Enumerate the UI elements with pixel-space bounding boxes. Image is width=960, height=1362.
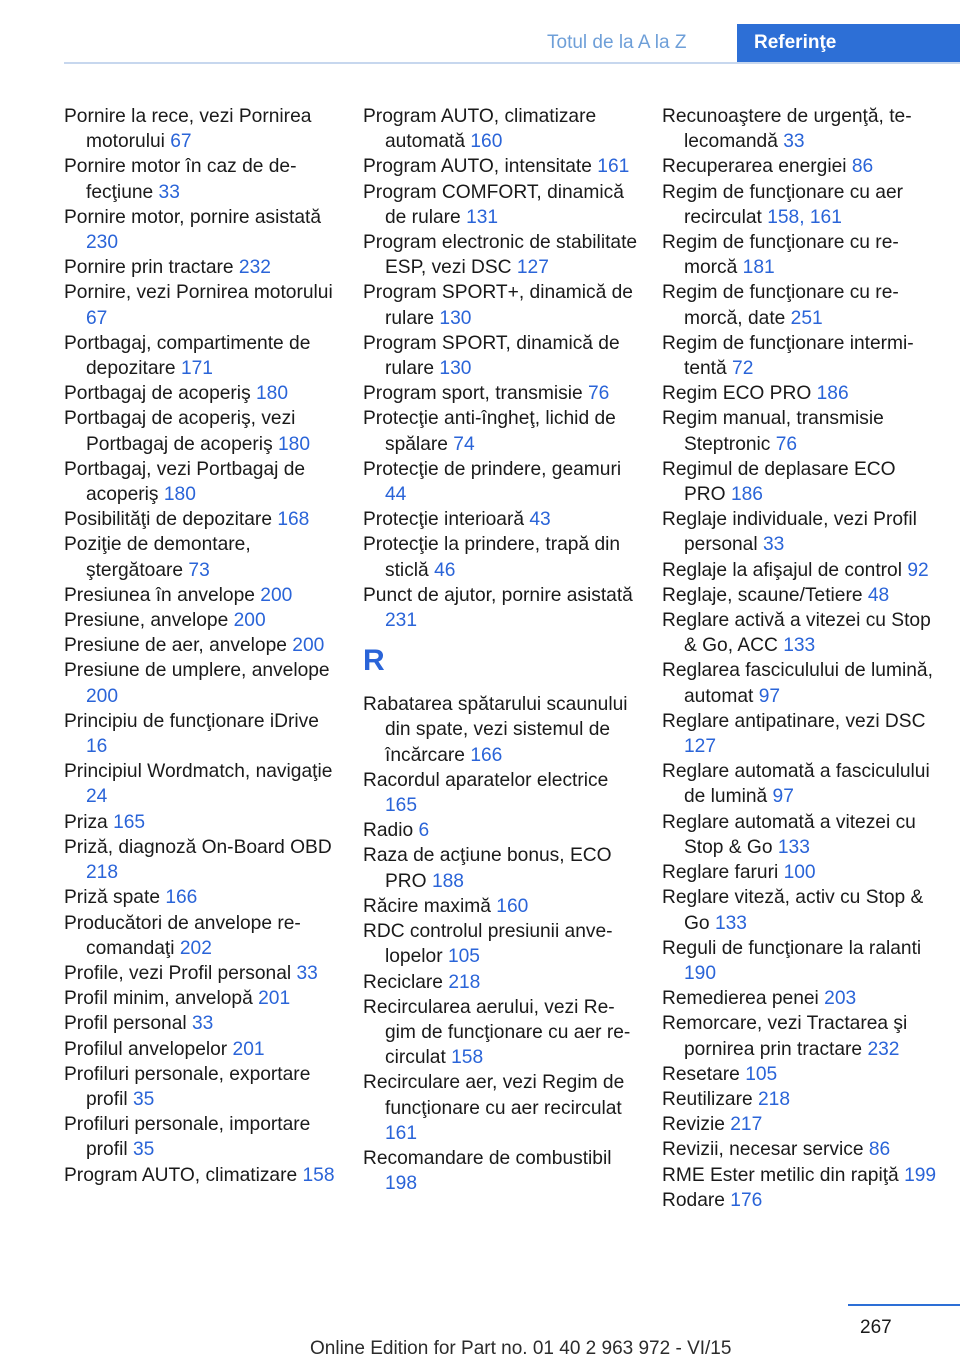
index-entry-term: Presiunea în anvelope bbox=[64, 584, 255, 606]
section-title: Totul de la A la Z bbox=[547, 32, 687, 53]
page-reference-link[interactable]: 158 bbox=[451, 1047, 484, 1069]
index-entry-term: Profile, vezi Profil personal bbox=[64, 962, 292, 984]
index-entry bbox=[64, 532, 340, 582]
page-reference-link[interactable]: 130 bbox=[439, 307, 472, 329]
index-entry-term: RDC controlul presiunii anvelopelor bbox=[363, 921, 613, 968]
page-reference-link[interactable]: 158 bbox=[302, 1164, 335, 1186]
page-number: 267 bbox=[860, 1317, 892, 1338]
index-entry bbox=[662, 154, 938, 179]
index-entry bbox=[64, 255, 340, 280]
page-reference-link[interactable]: 105 bbox=[745, 1063, 778, 1085]
page-reference-link[interactable]: 218 bbox=[86, 862, 119, 884]
page-reference-link[interactable]: 74 bbox=[453, 433, 475, 455]
page-reference-link[interactable]: 180 bbox=[163, 484, 196, 506]
index-entry bbox=[662, 457, 938, 507]
page-reference-link[interactable]: 203 bbox=[824, 988, 857, 1010]
page-reference-link[interactable]: 160 bbox=[496, 895, 529, 917]
chapter-tab bbox=[737, 24, 960, 62]
index-entry-term: Reglaje, scaune/Tetiere bbox=[662, 584, 863, 606]
page-reference-link[interactable]: 33 bbox=[762, 534, 785, 556]
page-reference-link[interactable]: 48 bbox=[867, 584, 890, 606]
page-reference-link[interactable]: 133 bbox=[777, 836, 810, 858]
index-entry bbox=[363, 280, 639, 330]
index-entry-term: Reglare automată a vitezei cu Stop & Go bbox=[662, 811, 916, 858]
index-column-2 bbox=[363, 104, 639, 1196]
page-reference-link[interactable]: 168 bbox=[277, 509, 310, 531]
index-entry-term: Program AUTO, climatizare bbox=[64, 1164, 298, 1186]
index-entry-term: Reglaje la afişajul de control bbox=[662, 559, 902, 581]
index-entry-term: Presiune de umplere, anvelope bbox=[64, 660, 330, 682]
index-entry-term: Pornire prin tractare bbox=[64, 257, 234, 279]
index-entry-term: Răcire maximă bbox=[363, 895, 491, 917]
index-entry-term: Rabatarea spătarului scaunului din spate, vezi sistemul de încărcare bbox=[363, 694, 628, 766]
page-reference-link[interactable]: 86 bbox=[868, 1139, 891, 1161]
index-entry-term: Profil personal bbox=[64, 1013, 187, 1035]
page-reference-link[interactable]: 44 bbox=[385, 484, 407, 506]
index-entry bbox=[662, 1011, 938, 1061]
index-entry-term: Protecţie la prindere, trapă din sticlă bbox=[363, 534, 621, 581]
index-entry bbox=[363, 894, 639, 919]
index-entry-term: Program AUTO, intensitate bbox=[363, 156, 592, 178]
index-entry-term: Reglare activă a vitezei cu Stop & Go, ACC bbox=[662, 610, 931, 657]
index-entry bbox=[662, 104, 938, 154]
index-entry bbox=[64, 1062, 340, 1112]
index-entry-term: RME Ester metilic din rapiţă bbox=[662, 1164, 899, 1186]
index-entry bbox=[64, 961, 340, 986]
index-entry bbox=[363, 331, 639, 381]
index-entry bbox=[64, 658, 340, 708]
index-entry-term: Profilul anvelopelor bbox=[64, 1038, 228, 1060]
index-entry bbox=[662, 1062, 938, 1087]
index-entry bbox=[363, 457, 639, 507]
index-entry bbox=[363, 507, 639, 532]
index-entry bbox=[64, 583, 340, 608]
page-reference-link[interactable]: 161 bbox=[597, 156, 630, 178]
page-reference-link[interactable]: 171 bbox=[180, 358, 213, 380]
index-entry-term: Program AUTO, climatizare automată bbox=[363, 106, 597, 153]
index-entry bbox=[662, 1137, 938, 1162]
index-entry bbox=[662, 381, 938, 406]
index-entry bbox=[64, 154, 340, 204]
index-entry-term: Recircularea aerului, vezi Regim de funcţionare cu aer recirculat bbox=[363, 996, 631, 1069]
index-entry-term: Producători de anvelope recomandaţi bbox=[64, 912, 301, 959]
index-entry bbox=[64, 205, 340, 255]
index-entry-term: Priza bbox=[64, 811, 108, 833]
index-entry bbox=[64, 280, 340, 330]
page-reference-link[interactable]: 160 bbox=[470, 131, 503, 153]
index-entry bbox=[662, 1188, 938, 1213]
page-reference-link[interactable]: 190 bbox=[684, 962, 717, 984]
index-entry bbox=[662, 230, 938, 280]
index-entry-term: Principiul Wordmatch, navigaţie bbox=[64, 761, 333, 783]
index-entry-term: Reglare faruri bbox=[662, 862, 779, 884]
index-entry bbox=[662, 1087, 938, 1112]
index-entry bbox=[64, 1011, 340, 1036]
page-reference-link[interactable]: 33 bbox=[192, 1013, 214, 1035]
index-entry-term: Revizie bbox=[662, 1114, 725, 1136]
index-entry-term: Regim ECO PRO bbox=[662, 383, 812, 405]
page-reference-link[interactable]: 217 bbox=[730, 1114, 763, 1136]
index-entry bbox=[363, 154, 639, 179]
index-entry bbox=[363, 970, 639, 995]
index-entry bbox=[662, 280, 938, 330]
index-entry-term: Reutilizare bbox=[662, 1088, 753, 1110]
index-entry-term: Reglare antipatinare, vezi DSC bbox=[662, 710, 926, 732]
index-entry bbox=[363, 1146, 639, 1196]
page-reference-link[interactable]: 180 bbox=[278, 433, 311, 455]
index-entry bbox=[64, 986, 340, 1011]
index-entry bbox=[64, 759, 340, 809]
page-reference-link[interactable]: 186 bbox=[730, 484, 763, 506]
page-reference-link[interactable]: 166 bbox=[165, 887, 198, 909]
page-reference-link[interactable]: 33 bbox=[158, 181, 180, 203]
index-entry-term: Recomandare de combustibil bbox=[363, 1147, 612, 1169]
page-reference-link[interactable]: 218 bbox=[448, 971, 481, 993]
page-reference-link[interactable]: 67 bbox=[86, 307, 108, 329]
index-entry bbox=[662, 1163, 938, 1188]
page-reference-link[interactable]: 127 bbox=[516, 257, 549, 279]
index-entry bbox=[64, 331, 340, 381]
index-entry-term: Resetare bbox=[662, 1063, 740, 1085]
index-entry-term: Regim de funcţionare cu aer recirculat bbox=[662, 181, 904, 228]
page-reference-link[interactable]: 105 bbox=[447, 946, 480, 968]
index-entry bbox=[64, 507, 340, 532]
index-entry bbox=[363, 104, 639, 154]
index-entry bbox=[64, 1112, 340, 1162]
index-entry-term: Reglare automată a fasciculului de lumină bbox=[662, 761, 930, 808]
index-entry bbox=[662, 1112, 938, 1137]
index-entry bbox=[662, 583, 938, 608]
page-reference-link[interactable]: 33 bbox=[783, 131, 805, 153]
index-entry-term: Portbagaj de acoperiş, vezi Portbagaj de acoperiş bbox=[64, 408, 296, 455]
index-entry bbox=[64, 406, 340, 456]
page-reference-link[interactable]: 33 bbox=[296, 962, 318, 984]
edition-note: Online Edition for Part no. 01 40 2 963 972 - VI/15 bbox=[310, 1338, 732, 1359]
page-reference-link[interactable]: 67 bbox=[170, 131, 192, 153]
page-reference-link[interactable]: 186 bbox=[816, 383, 849, 405]
page-reference-link[interactable]: 176 bbox=[730, 1189, 763, 1211]
index-entry-term: Portbagaj de acoperiş bbox=[64, 383, 251, 405]
index-entry bbox=[64, 633, 340, 658]
page-reference-link[interactable]: 200 bbox=[86, 685, 119, 707]
page-reference-link[interactable]: 230 bbox=[86, 232, 119, 254]
index-entry bbox=[662, 936, 938, 986]
index-entry bbox=[363, 995, 639, 1071]
page-reference-link[interactable]: 201 bbox=[232, 1038, 265, 1060]
index-entry bbox=[363, 230, 639, 280]
index-column-3 bbox=[662, 104, 938, 1213]
index-entry-term: Posibilităţi de depozitare bbox=[64, 509, 272, 531]
page-reference-link[interactable]: 166 bbox=[470, 744, 503, 766]
page-reference-link[interactable]: 232 bbox=[867, 1038, 900, 1060]
page-reference-link[interactable]: 72 bbox=[732, 358, 754, 380]
index-entry-term: Reglaje individuale, vezi Profil personal bbox=[662, 509, 917, 556]
index-entry bbox=[64, 457, 340, 507]
header-rule bbox=[64, 62, 960, 64]
index-entry-term: Pornire, vezi Pornirea motorului bbox=[64, 282, 333, 304]
page-reference-link[interactable]: 165 bbox=[385, 795, 418, 817]
index-entry bbox=[64, 885, 340, 910]
index-entry bbox=[363, 843, 639, 893]
index-entry-term: Portbagaj, vezi Portbagaj de acoperiş bbox=[64, 458, 306, 506]
page-reference-link[interactable]: 133 bbox=[783, 635, 816, 657]
page-reference-link[interactable]: 165 bbox=[113, 811, 146, 833]
page-reference-link[interactable]: 200 bbox=[260, 584, 293, 606]
index-letter-heading: R bbox=[363, 644, 385, 678]
index-entry bbox=[363, 692, 639, 768]
index-entry bbox=[64, 1037, 340, 1062]
page-header bbox=[0, 24, 960, 62]
index-entry bbox=[662, 759, 938, 809]
index-entry bbox=[662, 986, 938, 1011]
index-entry-term: Presiune, anvelope bbox=[64, 610, 229, 632]
index-entry bbox=[662, 658, 938, 708]
page-reference-link[interactable]: 188 bbox=[431, 870, 464, 892]
page-reference-link[interactable]: 131 bbox=[466, 206, 499, 228]
index-entry-term: Poziţie de demontare, ştergătoare bbox=[64, 534, 251, 581]
index-entry bbox=[363, 768, 639, 818]
index-entry-term: Profiluri personale, importare profil bbox=[64, 1114, 311, 1161]
index-entry-term: Recunoaştere de urgenţă, telecomandă bbox=[662, 106, 912, 153]
index-entry-term: Protecţie interioară bbox=[363, 509, 525, 531]
page-reference-link[interactable]: 180 bbox=[256, 383, 289, 405]
page-reference-link[interactable]: 251 bbox=[790, 307, 823, 329]
index-entry-term: Portbagaj, compartimente de depozitare bbox=[64, 332, 311, 380]
index-entry-term: Recuperarea energiei bbox=[662, 156, 847, 178]
page-reference-link[interactable]: 202 bbox=[179, 937, 212, 959]
index-entry-term: Reguli de funcţionare la ralanti bbox=[662, 937, 922, 959]
index-entry-term: Regim de funcţionare cu remorcă, date bbox=[662, 282, 899, 329]
index-entry bbox=[64, 1163, 340, 1188]
page-reference-link[interactable]: 35 bbox=[132, 1139, 155, 1161]
index-entry-term: Remedierea penei bbox=[662, 988, 819, 1010]
index-entry-term: Program SPORT+, dinamică de rulare bbox=[363, 282, 633, 329]
index-entry-term: Regim de funcţionare cu remorcă bbox=[662, 232, 899, 279]
index-entry bbox=[64, 810, 340, 835]
index-entry bbox=[363, 818, 639, 843]
index-entry-term: Presiune de aer, anvelope bbox=[64, 635, 287, 657]
page-reference-link[interactable]: 158, 161 bbox=[767, 206, 842, 228]
index-entry bbox=[662, 608, 938, 658]
index-entry bbox=[363, 919, 639, 969]
page-reference-link[interactable]: 100 bbox=[783, 862, 816, 884]
page-reference-link[interactable]: 218 bbox=[758, 1088, 791, 1110]
page-reference-link[interactable]: 86 bbox=[851, 156, 874, 178]
index-entry bbox=[662, 558, 938, 583]
chapter-tab-label: Referinţe bbox=[754, 32, 837, 53]
index-entry bbox=[363, 532, 639, 582]
index-entry bbox=[64, 709, 340, 759]
index-entry bbox=[363, 583, 639, 633]
index-entry-term: Program COMFORT, dinamică de rulare bbox=[363, 181, 624, 228]
index-entry-term: Regimul de deplasare ECO PRO bbox=[662, 458, 896, 506]
index-entry-term: Pornire motor, pornire asistată bbox=[64, 206, 322, 228]
index-entry-term: Regim manual, transmisie Steptronic bbox=[662, 408, 884, 455]
page-reference-link[interactable]: 130 bbox=[439, 358, 472, 380]
index-entry-term: Priză, diagnoză On-Board OBD bbox=[64, 836, 332, 858]
index-entry-term: Remorcare, vezi Tractarea şi pornirea prin tractare bbox=[662, 1013, 908, 1060]
page-reference-link[interactable]: 198 bbox=[385, 1173, 418, 1195]
index-entry-term: Principiu de funcţionare iDrive bbox=[64, 710, 319, 732]
index-entry-term: Rodare bbox=[662, 1189, 725, 1211]
index-entry-term: Radio bbox=[363, 820, 414, 842]
index-entry bbox=[64, 911, 340, 961]
index-entry-term: Program electronic de stabilitate ESP, vezi DSC bbox=[363, 232, 638, 279]
index-entry-term: Reglare viteză, activ cu Stop & Go bbox=[662, 887, 924, 934]
page-reference-link[interactable]: 201 bbox=[258, 988, 291, 1010]
page-reference-link[interactable]: 43 bbox=[529, 509, 551, 531]
index-entry-term: Pornire motor în caz de defecţiune bbox=[64, 156, 297, 203]
page-reference-link[interactable]: 200 bbox=[233, 610, 266, 632]
index-entry bbox=[363, 381, 639, 406]
page-reference-link[interactable]: 73 bbox=[188, 559, 210, 581]
page-reference-link[interactable]: 76 bbox=[588, 383, 610, 405]
page-reference-link[interactable]: 181 bbox=[742, 257, 775, 279]
index-entry-term: Priză spate bbox=[64, 887, 160, 909]
index-entry bbox=[662, 331, 938, 381]
page-reference-link[interactable]: 35 bbox=[132, 1088, 155, 1110]
index-entry bbox=[64, 104, 340, 154]
index-entry-term: Raza de acţiune bonus, ECO PRO bbox=[363, 845, 612, 892]
index-entry-term: Regim de funcţionare intermitentă bbox=[662, 332, 914, 380]
index-entry-term: Revizii, necesar service bbox=[662, 1139, 864, 1161]
index-entry-term: Program sport, transmisie bbox=[363, 383, 583, 405]
index-entry-term: Racordul aparatelor electrice bbox=[363, 769, 609, 791]
index-entry-term: Pornire la rece, vezi Pornirea motorului bbox=[64, 106, 312, 153]
page-reference-link[interactable]: 232 bbox=[238, 257, 271, 279]
index-entry-term: Program SPORT, dinamică de rulare bbox=[363, 332, 620, 380]
page-reference-link[interactable]: 76 bbox=[775, 433, 798, 455]
index-entry bbox=[662, 709, 938, 759]
footer-rule bbox=[848, 1304, 960, 1306]
index-entry bbox=[64, 835, 340, 885]
page-reference-link[interactable]: 199 bbox=[904, 1164, 937, 1186]
page-reference-link[interactable]: 231 bbox=[385, 610, 418, 632]
index-entry bbox=[662, 860, 938, 885]
index-entry-term: Reciclare bbox=[363, 971, 443, 993]
index-entry-term: Profil minim, anvelopă bbox=[64, 988, 253, 1010]
index-column-1 bbox=[64, 104, 340, 1188]
index-entry bbox=[662, 507, 938, 557]
index-entry-term: Recirculare aer, vezi Regim de funcţionare cu aer recirculat bbox=[363, 1072, 625, 1119]
page-reference-link[interactable]: 92 bbox=[907, 559, 929, 581]
index-entry bbox=[662, 180, 938, 230]
page-reference-link[interactable]: 127 bbox=[684, 736, 717, 758]
page-reference-link[interactable]: 6 bbox=[418, 820, 430, 842]
index-entry bbox=[363, 406, 639, 456]
page-reference-link[interactable]: 46 bbox=[434, 559, 456, 581]
index-entry bbox=[363, 1070, 639, 1146]
page-reference-link[interactable]: 24 bbox=[86, 786, 108, 808]
index-entry bbox=[363, 180, 639, 230]
page-reference-link[interactable]: 161 bbox=[385, 1122, 418, 1144]
page-reference-link[interactable]: 133 bbox=[714, 912, 747, 934]
page-reference-link[interactable]: 200 bbox=[292, 635, 325, 657]
index-entry-term: Punct de ajutor, pornire asistată bbox=[363, 584, 633, 606]
index-entry-term: Reglarea fasciculului de lumină, automat bbox=[662, 660, 933, 707]
index-entry bbox=[64, 608, 340, 633]
index-entry bbox=[64, 381, 340, 406]
index-entry-term: Protecţie de prindere, geamuri bbox=[363, 458, 622, 480]
index-entry bbox=[662, 810, 938, 860]
index-entry-term: Protecţie anti-îngheţ, lichid de spălare bbox=[363, 408, 616, 455]
index-entry bbox=[662, 885, 938, 935]
index-entry bbox=[662, 406, 938, 456]
page-reference-link[interactable]: 16 bbox=[86, 736, 108, 758]
page-reference-link[interactable]: 97 bbox=[772, 786, 794, 808]
page-reference-link[interactable]: 97 bbox=[758, 685, 781, 707]
index-entry-term: Profiluri personale, exportare profil bbox=[64, 1063, 311, 1110]
